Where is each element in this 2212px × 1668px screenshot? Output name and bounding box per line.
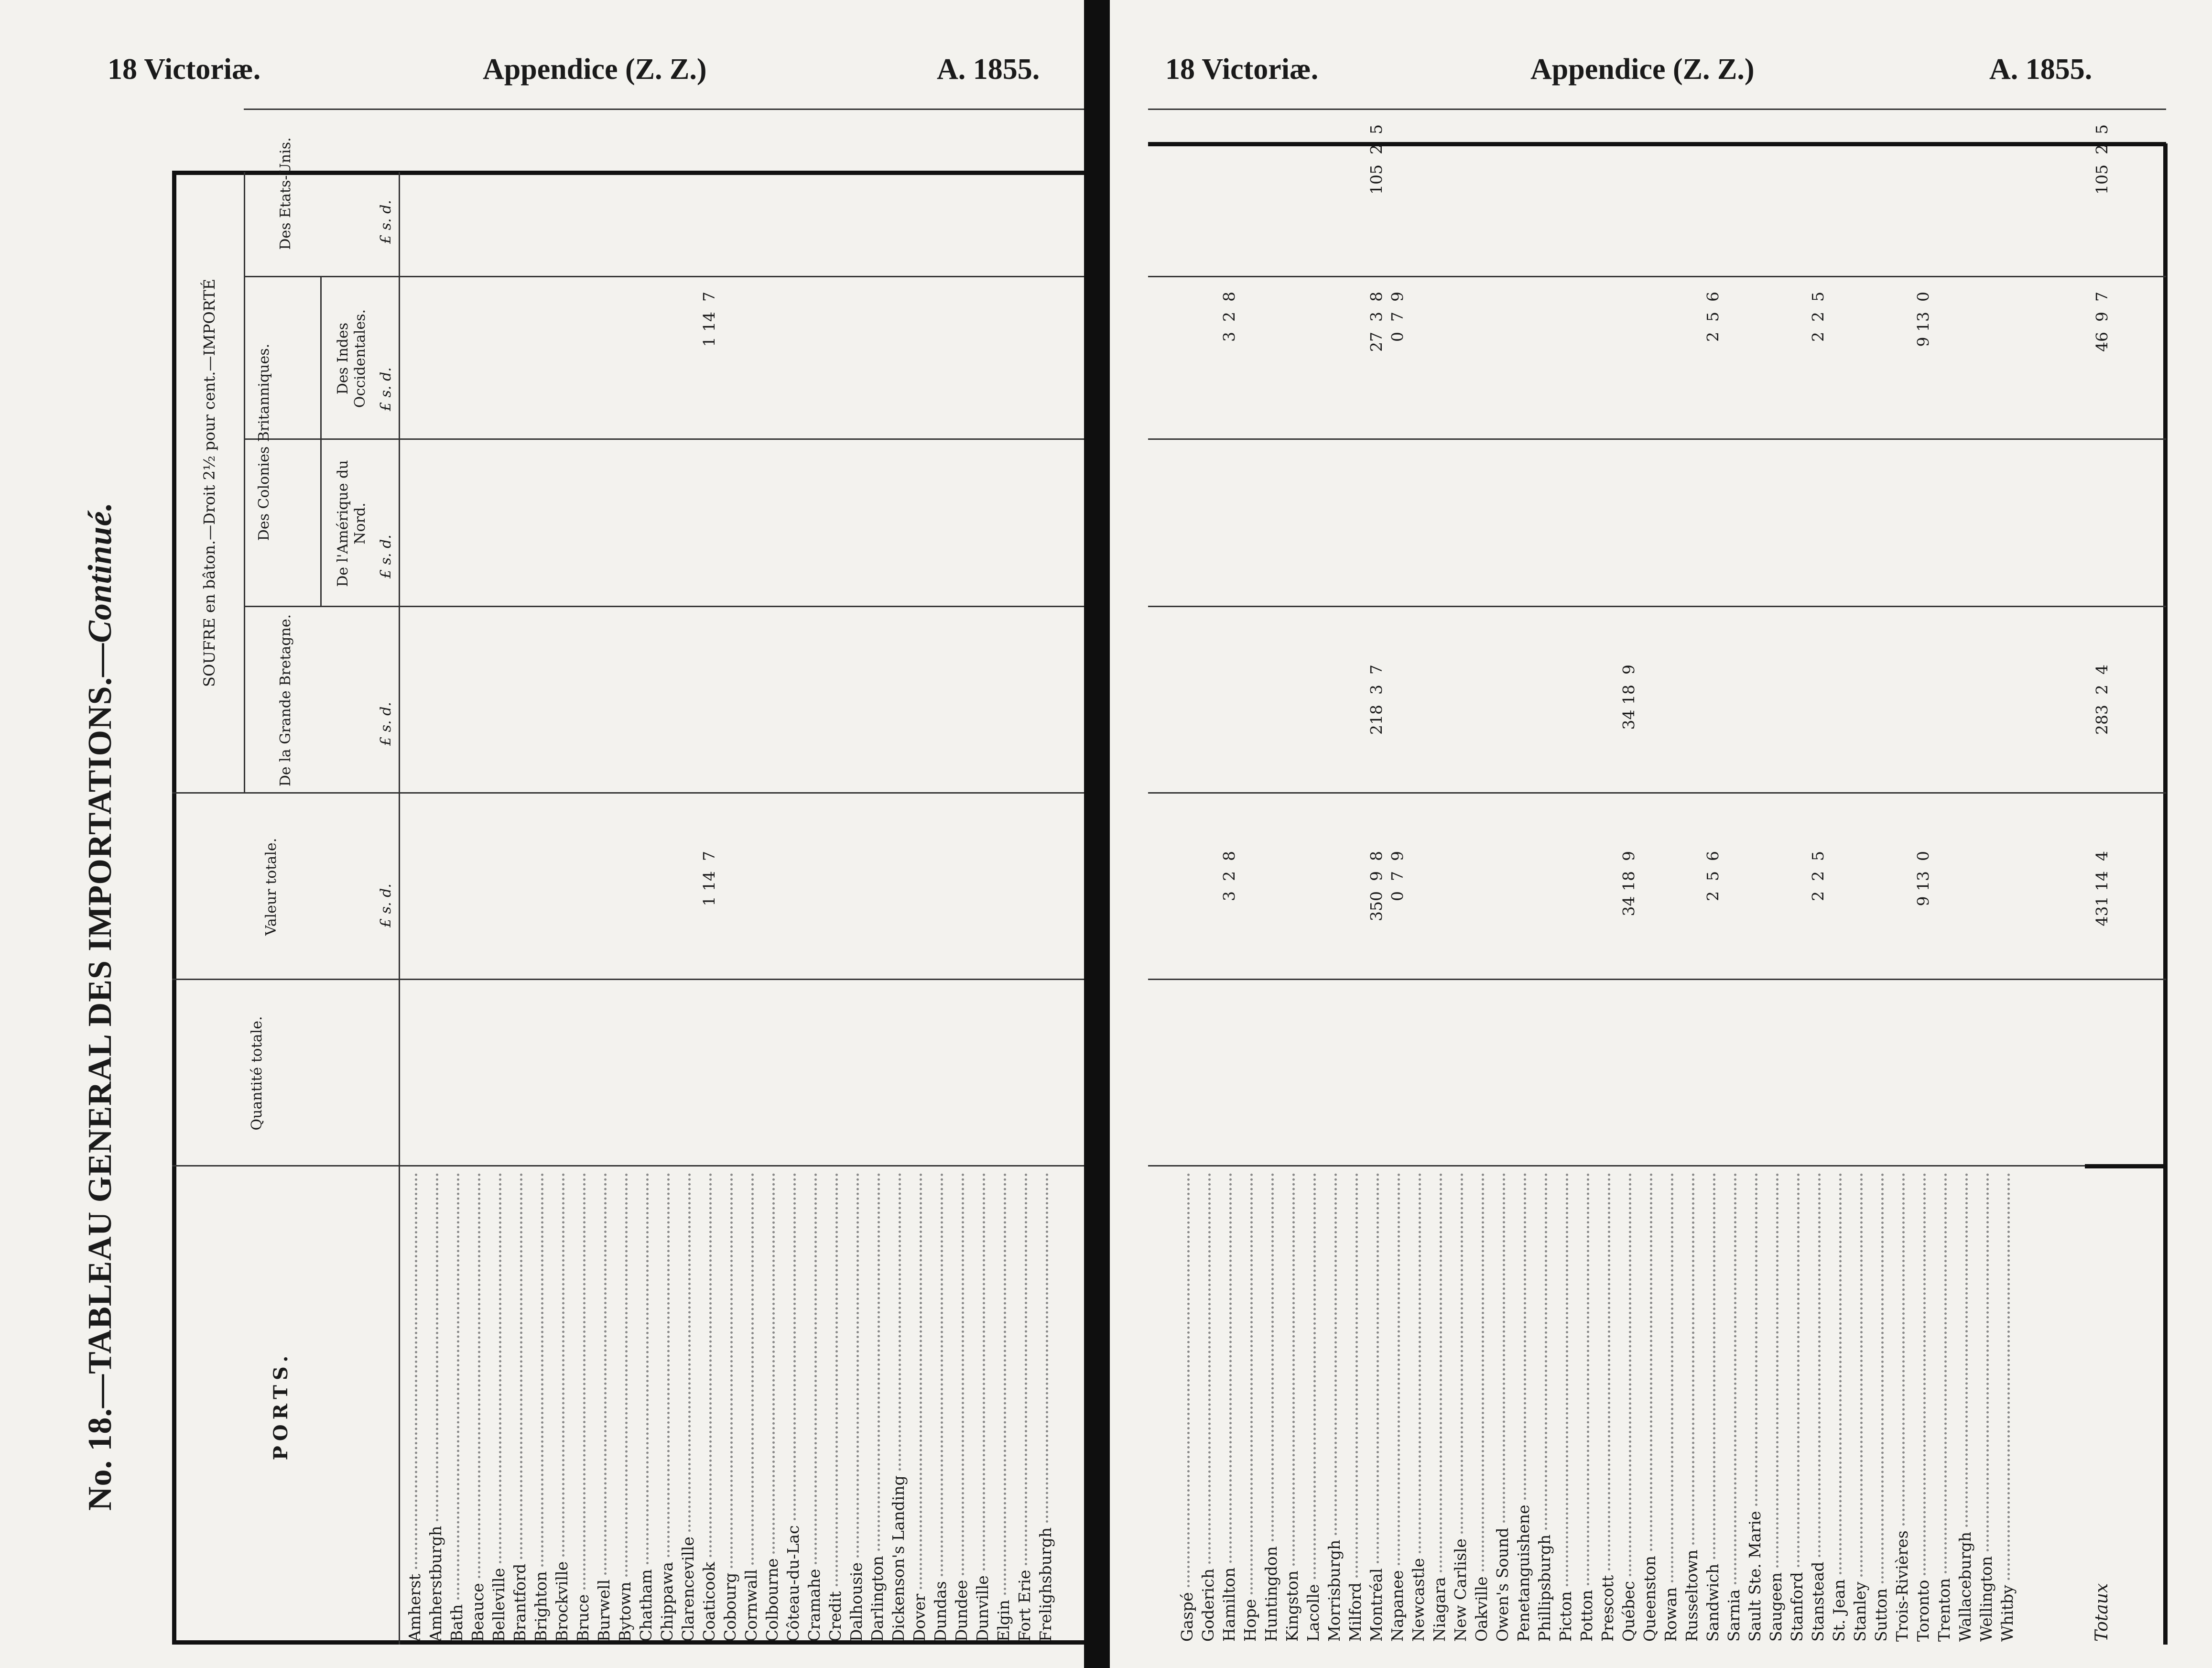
rule xyxy=(244,172,245,794)
us-cell: 9 13 0 xyxy=(1914,292,1932,347)
leader-dots xyxy=(1419,1173,1421,1553)
rule xyxy=(320,277,322,607)
leader-dots xyxy=(751,1173,754,1565)
table-row xyxy=(1892,1167,1913,1645)
table-row xyxy=(552,1167,573,1645)
port-name: Saugeen xyxy=(1767,1572,1785,1642)
table-row xyxy=(1829,1167,1850,1645)
port-name: Potton xyxy=(1577,1590,1596,1642)
table-row xyxy=(1597,1167,1618,1645)
table-title: No. 18.—TABLEAU GENERAL DES IMPORTATIONS.—Continué. xyxy=(82,501,119,1511)
leader-dots xyxy=(520,1173,522,1559)
table-row xyxy=(1787,1167,1808,1645)
port-name: Bruce xyxy=(574,1594,592,1642)
value-cell: 9 13 0 xyxy=(1914,851,1932,906)
rule xyxy=(244,606,1123,607)
leader-dots xyxy=(1271,1173,1274,1541)
table-row xyxy=(510,1167,531,1645)
value-cell: 0 7 9 xyxy=(1388,851,1407,901)
rule xyxy=(1148,606,2166,607)
table-row xyxy=(531,1167,552,1645)
us-cell: 27 3 8 xyxy=(1367,292,1386,352)
value-cell: 2 2 5 xyxy=(1809,851,1827,901)
port-name: Darlington xyxy=(868,1556,887,1642)
port-name: Penetanguishene xyxy=(1514,1504,1533,1642)
table-row xyxy=(1913,292,1934,1645)
port-name: Rowan xyxy=(1661,1587,1680,1642)
port-name: Huntingdon xyxy=(1262,1546,1280,1642)
leader-dots xyxy=(1755,1173,1757,1506)
table-row xyxy=(1303,1167,1324,1645)
table-row xyxy=(425,1167,446,1645)
ports-list-right xyxy=(1177,124,2161,1645)
table-row xyxy=(1492,1167,1513,1645)
leader-dots xyxy=(1566,1173,1568,1586)
leader-dots xyxy=(625,1173,628,1577)
leader-dots xyxy=(1545,1173,1547,1530)
port-name: Fort Erie xyxy=(1015,1570,1034,1642)
rule xyxy=(1148,142,2166,146)
table-row xyxy=(867,1167,888,1645)
leader-dots xyxy=(1881,1173,1884,1583)
leader-dots xyxy=(1818,1173,1821,1557)
table-row xyxy=(741,1167,762,1645)
port-name: Brockville xyxy=(553,1561,571,1642)
table-row xyxy=(1618,665,1639,1645)
totals-label: Totaux xyxy=(2092,1583,2112,1642)
table-row xyxy=(1639,1167,1660,1645)
leader-dots xyxy=(835,1173,838,1586)
us-cell: 1 14 7 xyxy=(700,292,718,347)
port-name: Beauce xyxy=(468,1583,487,1642)
table-row xyxy=(720,1167,741,1645)
table-row xyxy=(1035,1167,1056,1645)
table-row xyxy=(1955,1167,1976,1645)
leader-dots xyxy=(1986,1173,1989,1551)
table-row xyxy=(446,1167,467,1645)
table-row xyxy=(404,1167,425,1645)
britain-cell: 283 2 4 xyxy=(2093,665,2111,735)
port-name: Hope xyxy=(1241,1599,1259,1642)
leader-dots xyxy=(1734,1173,1736,1584)
port-name: Burwell xyxy=(595,1579,613,1642)
us-cell: 2 2 5 xyxy=(1809,292,1827,342)
port-name: Frelighsburgh xyxy=(1036,1527,1055,1642)
table-row xyxy=(1766,1167,1787,1645)
table-row xyxy=(1198,1167,1219,1645)
port-name: Coaticook xyxy=(700,1562,718,1642)
rule xyxy=(1148,438,2166,440)
table-row xyxy=(762,1167,783,1645)
port-name: Trois-Rivières xyxy=(1893,1530,1911,1642)
value-cell: 431 14 4 xyxy=(2093,851,2111,927)
leader-dots xyxy=(878,1173,880,1551)
port-name: Niagara xyxy=(1430,1577,1449,1642)
unit-lsd: £ s. d. xyxy=(378,883,394,927)
rule xyxy=(172,172,176,1645)
leader-dots xyxy=(709,1173,712,1557)
leader-dots xyxy=(1776,1173,1778,1568)
unit-lsd: £ s. d. xyxy=(378,534,394,578)
quantity-header: Quantité totale. xyxy=(249,1016,265,1131)
leader-dots xyxy=(478,1173,480,1578)
port-name: Amherst xyxy=(405,1574,424,1642)
port-name: Phillipsburgh xyxy=(1535,1534,1554,1642)
rule xyxy=(1148,276,2166,277)
leader-dots xyxy=(1860,1173,1863,1577)
port-name: Colbourne xyxy=(763,1558,781,1642)
table-row xyxy=(1282,1167,1303,1645)
unit-lsd: £ s. d. xyxy=(378,702,394,746)
port-name: Stanford xyxy=(1788,1572,1806,1642)
port-name: Cornwall xyxy=(742,1569,760,1642)
port-name: Picton xyxy=(1556,1591,1575,1642)
leader-dots xyxy=(1025,1173,1027,1565)
rule xyxy=(1148,792,2166,794)
rule xyxy=(244,109,1123,110)
port-name: Chippawa xyxy=(658,1562,676,1642)
port-name: Whitby xyxy=(1998,1585,2017,1642)
leader-dots xyxy=(1692,1173,1694,1545)
leader-dots xyxy=(1046,1173,1048,1523)
table-row xyxy=(909,1167,930,1645)
britain-cell: 218 3 7 xyxy=(1367,665,1386,735)
table-row xyxy=(1850,1167,1871,1645)
port-name: Sandwich xyxy=(1703,1563,1722,1642)
leader-dots xyxy=(1797,1173,1800,1567)
value-cell: 350 9 8 xyxy=(1367,851,1386,921)
port-name: New Carlisle xyxy=(1451,1538,1470,1642)
table-row xyxy=(1871,1167,1892,1645)
leader-dots xyxy=(962,1173,964,1575)
table-row xyxy=(1576,1167,1597,1645)
table-row xyxy=(657,1167,678,1645)
port-name: Wallaceburgh xyxy=(1956,1531,1974,1642)
table-row xyxy=(636,1167,657,1645)
leader-dots xyxy=(772,1173,775,1554)
table-row xyxy=(804,1167,825,1645)
port-name: Sarnia xyxy=(1724,1589,1743,1642)
table-row xyxy=(888,1167,909,1645)
leader-dots xyxy=(667,1173,670,1557)
us-cell: 2 5 6 xyxy=(1703,292,1722,342)
table-row xyxy=(1934,1167,1955,1645)
leader-dots xyxy=(814,1173,817,1564)
leader-dots xyxy=(1503,1173,1505,1523)
year-header: A. 1855. xyxy=(1989,53,2093,86)
port-name: Montréal xyxy=(1367,1568,1386,1642)
port-name: Gaspé xyxy=(1178,1592,1196,1642)
leader-dots xyxy=(983,1173,985,1570)
port-name: Trenton xyxy=(1935,1578,1953,1642)
table-row xyxy=(825,1167,846,1645)
port-name: Credit xyxy=(826,1591,845,1642)
table-row xyxy=(488,1167,510,1645)
port-name: Elgin xyxy=(994,1600,1013,1642)
table-row xyxy=(1429,1167,1450,1645)
table-row xyxy=(993,1167,1014,1645)
table-row xyxy=(846,1167,867,1645)
leader-dots xyxy=(1965,1173,1968,1527)
table-row xyxy=(930,1167,951,1645)
britain-cell: 34 18 9 xyxy=(1619,665,1638,730)
port-name: Brantford xyxy=(510,1563,529,1642)
table-row xyxy=(1240,1167,1261,1645)
leader-dots xyxy=(1713,1173,1715,1559)
leader-dots xyxy=(1482,1173,1484,1571)
value-cell: 2 5 6 xyxy=(1703,851,1722,901)
leader-dots xyxy=(1208,1173,1211,1564)
port-name: Dover xyxy=(910,1593,929,1642)
us-cell: 0 7 9 xyxy=(1388,292,1407,342)
appendix-header: Appendice (Z. Z.) xyxy=(1530,53,1755,86)
leader-dots xyxy=(1355,1173,1358,1578)
leader-dots xyxy=(541,1173,543,1567)
table-row xyxy=(1450,1167,1471,1645)
leader-dots xyxy=(899,1173,901,1471)
right-page xyxy=(1110,0,2212,1668)
leader-dots xyxy=(1229,1173,1232,1563)
britain-header: De la Grande Bretagne. xyxy=(277,614,294,787)
port-name: Toronto xyxy=(1914,1580,1932,1642)
port-name: Dickenson's Landing xyxy=(889,1475,908,1642)
leader-dots xyxy=(436,1173,438,1521)
leader-dots xyxy=(1629,1173,1631,1576)
port-name: Russeltown xyxy=(1682,1549,1701,1642)
us-cell: 3 2 8 xyxy=(1220,292,1238,342)
table-row xyxy=(1702,292,1724,1645)
table-row xyxy=(1513,1167,1534,1645)
port-name: Sutton xyxy=(1872,1588,1890,1642)
leader-dots xyxy=(2007,1173,2010,1580)
table-row xyxy=(1997,1167,2018,1645)
port-name: Clarenceville xyxy=(679,1537,697,1642)
port-name: Dundee xyxy=(952,1580,971,1642)
leader-dots xyxy=(1671,1173,1673,1582)
leader-dots xyxy=(499,1173,501,1563)
rule xyxy=(1148,979,2166,980)
table-frame-left xyxy=(172,137,1123,1645)
north-america-header: De l'Amérique du Nord. xyxy=(335,460,369,587)
leader-dots xyxy=(1292,1173,1295,1566)
rule xyxy=(244,276,1123,277)
port-name: Prescott xyxy=(1598,1575,1617,1642)
port-name: Cobourg xyxy=(721,1572,739,1642)
port-name: Dunville xyxy=(973,1575,992,1642)
rule xyxy=(399,172,400,1645)
leader-dots xyxy=(1944,1173,1947,1573)
leader-dots xyxy=(941,1173,943,1576)
leader-dots xyxy=(1187,1173,1190,1587)
leader-dots xyxy=(688,1173,691,1532)
leader-dots xyxy=(604,1173,607,1575)
table-row xyxy=(1534,1167,1555,1645)
table-row xyxy=(699,292,720,1645)
table-row xyxy=(951,1167,972,1645)
left-page xyxy=(0,0,1084,1668)
port-name: Côteau-du-Lac xyxy=(784,1525,802,1642)
leader-dots xyxy=(1250,1173,1253,1594)
port-name: Cramahe xyxy=(805,1569,824,1642)
port-name: Chatham xyxy=(637,1569,655,1642)
totals-row xyxy=(2092,124,2113,1645)
table-row xyxy=(1177,1167,1198,1645)
ports-header: PORTS. xyxy=(270,1351,292,1461)
foreign-cell: 105 2 5 xyxy=(1367,124,1386,195)
table-row xyxy=(1219,292,1240,1645)
port-name: Kingston xyxy=(1283,1570,1301,1642)
port-name: Hamilton xyxy=(1220,1567,1238,1642)
table-row xyxy=(1660,1167,1681,1645)
port-name: Oakville xyxy=(1472,1576,1491,1642)
leader-dots xyxy=(646,1173,649,1564)
port-name: Bath xyxy=(447,1604,466,1642)
leader-dots xyxy=(857,1173,859,1558)
leader-dots xyxy=(562,1173,564,1557)
value-cell: 1 14 7 xyxy=(700,851,718,906)
leader-dots xyxy=(583,1173,586,1590)
port-name: Bytown xyxy=(616,1581,634,1642)
table-row xyxy=(1471,1167,1492,1645)
leader-dots xyxy=(920,1173,922,1589)
table-row xyxy=(467,1167,488,1645)
value-header: Valeur totale. xyxy=(263,838,280,936)
value-cell: 3 2 8 xyxy=(1220,851,1238,901)
foreign-cell: 105 2 5 xyxy=(2093,124,2111,195)
leader-dots xyxy=(1650,1173,1652,1551)
port-name: Stanstead xyxy=(1809,1561,1827,1642)
table-row xyxy=(972,1167,993,1645)
unit-lsd: £ s. d. xyxy=(378,200,394,244)
port-name: Milford xyxy=(1346,1582,1365,1642)
leader-dots xyxy=(1461,1173,1463,1534)
leader-dots xyxy=(1334,1173,1337,1535)
port-name: Newcastle xyxy=(1409,1558,1428,1642)
port-name: Napanee xyxy=(1388,1570,1407,1642)
table-row xyxy=(1345,1167,1366,1645)
table-row xyxy=(1408,1167,1429,1645)
rule xyxy=(172,792,1123,794)
leader-dots xyxy=(1398,1173,1400,1565)
port-name: Québec xyxy=(1619,1581,1638,1642)
rule xyxy=(1148,109,2166,110)
table-row xyxy=(1366,124,1387,1645)
port-name: St. Jean xyxy=(1830,1579,1848,1642)
west-indies-header: Des Indes Occidentales. xyxy=(335,309,369,408)
table-row xyxy=(615,1167,636,1645)
port-name: Stanley xyxy=(1851,1581,1869,1642)
port-name: Brighton xyxy=(531,1571,550,1642)
table-row xyxy=(1261,1167,1282,1645)
leader-dots xyxy=(457,1173,459,1600)
table-row xyxy=(1724,1167,1745,1645)
leader-dots xyxy=(1839,1173,1842,1574)
appendix-header: Appendice (Z. Z.) xyxy=(483,53,707,86)
table-row xyxy=(783,1167,804,1645)
port-name: Belleville xyxy=(489,1568,508,1642)
value-cell: 34 18 9 xyxy=(1619,851,1638,916)
leader-dots xyxy=(1902,1173,1905,1526)
port-name: Sault Ste. Marie xyxy=(1746,1511,1764,1642)
leader-dots xyxy=(1440,1173,1442,1572)
port-name: Morrisburgh xyxy=(1325,1539,1344,1642)
table-row xyxy=(1808,292,1829,1645)
leader-dots xyxy=(1313,1173,1316,1579)
us-cell: 46 9 7 xyxy=(2093,292,2111,352)
book-gutter xyxy=(1084,0,1110,1668)
port-name: Dundas xyxy=(931,1581,950,1642)
port-name: Goderich xyxy=(1199,1569,1217,1642)
port-name: Amherstburgh xyxy=(426,1526,445,1642)
rule xyxy=(172,171,1123,175)
rule xyxy=(244,438,1123,440)
port-name: Owen's Sound xyxy=(1493,1527,1512,1642)
table-row xyxy=(1976,1167,1997,1645)
session-header: 18 Victoriæ. xyxy=(1165,53,1319,86)
ports-list-left xyxy=(404,292,1121,1645)
table-row xyxy=(573,1167,594,1645)
us-header: Des Etats-Unis. xyxy=(277,137,294,250)
table-row xyxy=(678,1167,699,1645)
rule xyxy=(172,979,1123,980)
table-row xyxy=(1014,1167,1035,1645)
port-name: Wellington xyxy=(1977,1556,1995,1642)
leader-dots xyxy=(1377,1173,1379,1563)
title-suffix: Continué. xyxy=(82,501,119,643)
table-row xyxy=(1324,1167,1345,1645)
leader-dots xyxy=(415,1173,417,1569)
colonies-header: Des Colonies Britanniques. xyxy=(256,343,272,541)
leader-dots xyxy=(1923,1173,1926,1575)
table-row xyxy=(594,1167,615,1645)
leader-dots xyxy=(1004,1173,1006,1595)
session-header: 18 Victoriæ. xyxy=(108,53,261,86)
leader-dots xyxy=(793,1173,796,1520)
port-name: Queenston xyxy=(1640,1556,1659,1642)
table-row xyxy=(1681,1167,1702,1645)
leader-dots xyxy=(730,1173,733,1568)
group-header: SOUFRE en bâton.—Droit 2½ pour cent.—IMPORTÉ xyxy=(200,279,218,687)
port-name: Dalhousie xyxy=(847,1562,866,1642)
table-row xyxy=(1387,292,1408,1645)
table-row xyxy=(1555,1167,1576,1645)
table-frame-right xyxy=(1148,124,2166,1645)
leader-dots xyxy=(1608,1173,1610,1570)
leader-dots xyxy=(1587,1173,1589,1585)
table-row xyxy=(1745,1167,1766,1645)
leader-dots xyxy=(1524,1173,1526,1500)
port-name: Lacolle xyxy=(1304,1584,1323,1642)
unit-lsd: £ s. d. xyxy=(378,367,394,411)
rule xyxy=(2163,143,2168,1645)
year-header: A. 1855. xyxy=(937,53,1040,86)
